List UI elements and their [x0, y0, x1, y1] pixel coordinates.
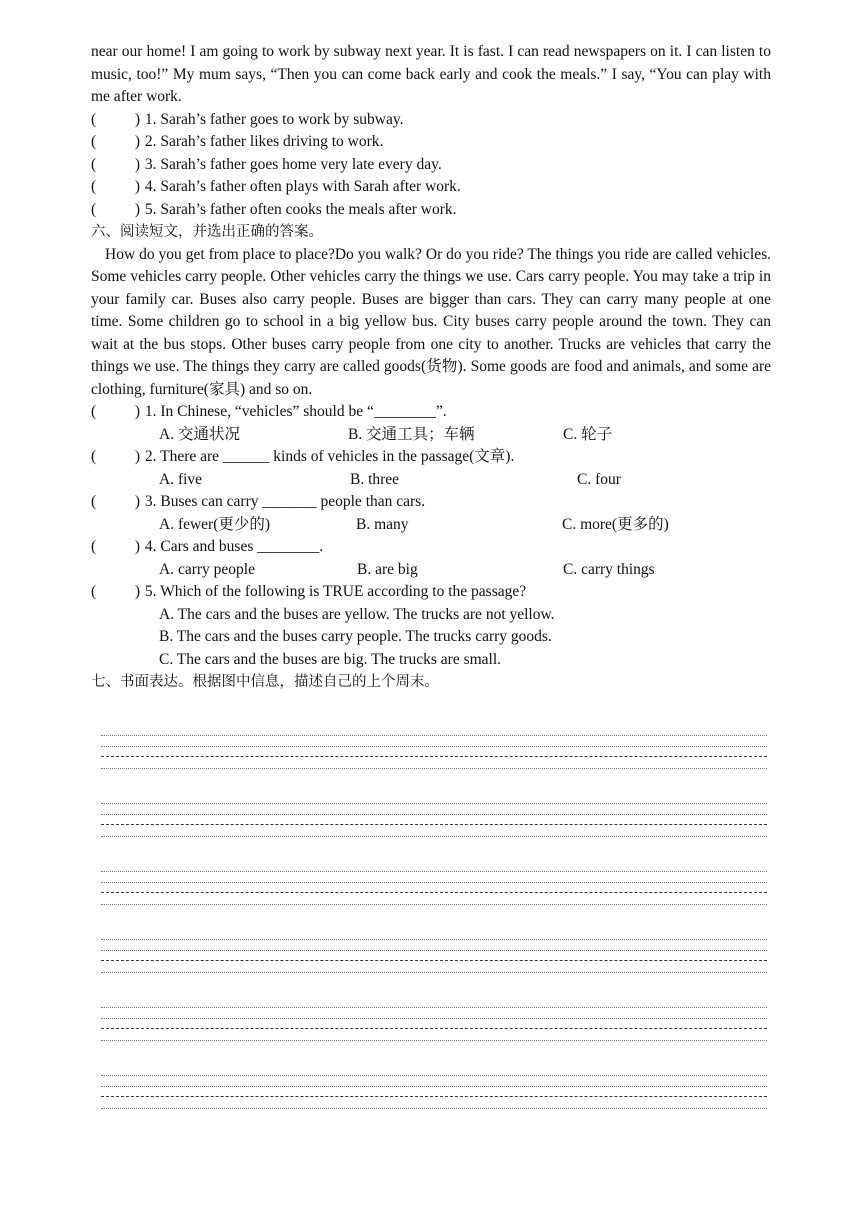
question-text: 3. Buses can carry _______ people than cars. — [144, 493, 426, 510]
answer-bracket[interactable]: ( ) — [91, 583, 141, 600]
tf-item — [91, 176, 771, 199]
writing-line-group[interactable] — [101, 868, 767, 936]
option-a[interactable]: A. The cars and the buses are yellow. The trucks are not yellow. — [159, 605, 555, 623]
option-c[interactable]: C. carry things — [563, 560, 655, 578]
answer-bracket[interactable]: ( ) — [91, 200, 141, 218]
question-list — [91, 401, 771, 671]
tf-item-text: 4. Sarah’s father often plays with Sarah after work. — [144, 178, 461, 195]
passage-continuation: near our home! I am going to work by subway next year. It is fast. I can read newspapers on it. I can listen to music, too!” My mum says, “Then you can come back early and cook the meals.” I say, “You can play with me after work. — [91, 43, 771, 105]
tf-item — [91, 109, 771, 132]
tf-item — [91, 154, 771, 177]
question-text: 4. Cars and buses ________. — [144, 538, 324, 555]
option-b[interactable]: B. three — [350, 470, 400, 488]
writing-line-group[interactable] — [101, 800, 767, 868]
option-b[interactable]: B. 交通工具；车辆 — [348, 425, 475, 443]
option-c[interactable]: C. more(更多的) — [562, 515, 669, 533]
option-b[interactable]: B. The cars and the buses carry people. The trucks carry goods. — [159, 628, 552, 645]
option-c[interactable]: C. four — [577, 470, 621, 488]
tf-item — [91, 131, 771, 154]
answer-bracket[interactable]: ( ) — [91, 493, 141, 510]
writing-area[interactable] — [101, 732, 767, 1140]
true-false-list — [91, 109, 771, 222]
section-6-title: 六、阅读短文，并选出正确的答案。 — [91, 224, 323, 240]
tf-item — [91, 199, 771, 222]
answer-bracket[interactable]: ( ) — [91, 403, 141, 420]
option-c[interactable]: C. The cars and the buses are big. The trucks are small. — [159, 650, 502, 668]
option-b[interactable]: B. are big — [357, 560, 418, 578]
question — [91, 446, 771, 469]
option-c[interactable]: C. 轮子 — [563, 425, 613, 443]
worksheet-page — [91, 41, 771, 694]
tf-item-text: 5. Sarah’s father often cooks the meals after work. — [144, 200, 457, 218]
option-row — [91, 559, 771, 582]
answer-bracket[interactable]: ( ) — [91, 155, 141, 173]
answer-bracket[interactable]: ( ) — [91, 133, 141, 150]
option-a[interactable]: A. carry people — [159, 560, 255, 578]
option-row — [91, 469, 771, 492]
tf-item-text: 1. Sarah’s father goes to work by subway. — [144, 110, 404, 128]
question-text: 5. Which of the following is TRUE according to the passage? — [144, 583, 527, 600]
writing-line-group[interactable] — [101, 1072, 767, 1140]
writing-line-group[interactable] — [101, 936, 767, 1004]
answer-bracket[interactable]: ( ) — [91, 110, 141, 128]
option-a[interactable]: A. 交通状况 — [159, 425, 240, 443]
reading-passage: How do you get from place to place?Do you walk? Or do you ride? The things you ride are called vehicles. Some vehicles carry people. Other vehicles carry the things we use. Cars carry people. You may take a trip in your family car. Buses also carry people. Buses are bigger than cars. They can carry many people at one time. Some children go to school in a big yellow bus. City buses carry people around the town. They can wait at the bus stops. Other buses carry people from one city to another. Trucks are vehicles that carry the things we use. The things they carry are called goods(货物). Some goods are food and animals, and some are clothing, furniture(家具) and so on. — [91, 245, 771, 398]
option-row — [91, 424, 771, 447]
option-a[interactable]: A. fewer(更少的) — [159, 515, 271, 533]
question-text: 2. There are ______ kinds of vehicles in the passage(文章). — [144, 448, 515, 465]
question — [91, 491, 771, 514]
tf-item-text: 2. Sarah’s father likes driving to work. — [144, 133, 384, 150]
tf-item-text: 3. Sarah’s father goes home very late every day. — [144, 155, 442, 173]
writing-line-group[interactable] — [101, 732, 767, 800]
answer-bracket[interactable]: ( ) — [91, 178, 141, 195]
answer-bracket[interactable]: ( ) — [91, 448, 141, 465]
option-row — [91, 514, 771, 537]
option-b[interactable]: B. many — [356, 515, 409, 533]
option-a[interactable]: A. five — [159, 470, 203, 488]
question-text: 1. In Chinese, “vehicles” should be “________”. — [144, 403, 447, 420]
section-7-title: 七、书面表达。根据图中信息，描述自己的上个周末。 — [91, 674, 439, 690]
answer-bracket[interactable]: ( ) — [91, 538, 141, 555]
question — [91, 581, 771, 604]
writing-line-group[interactable] — [101, 1004, 767, 1072]
question — [91, 536, 771, 559]
question — [91, 401, 771, 424]
